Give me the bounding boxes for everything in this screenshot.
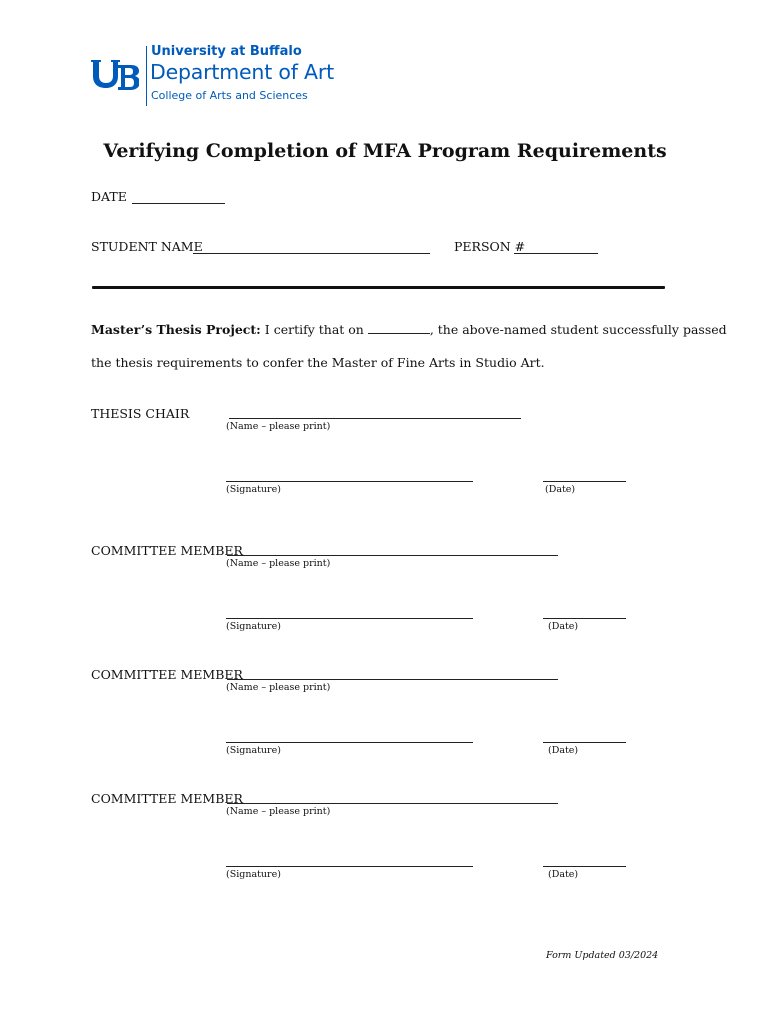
committee-member-3-name-caption: (Name – please print)	[226, 806, 331, 817]
committee-member-1-name-field[interactable]	[227, 555, 558, 556]
thesis-chair-date-caption: (Date)	[545, 484, 576, 495]
person-number-label: PERSON #	[454, 239, 526, 254]
certification-lead: Master’s Thesis Project:	[91, 322, 261, 337]
certification-text-a: I certify that on	[260, 322, 368, 337]
thesis-chair-date-field[interactable]	[543, 481, 626, 482]
committee-member-1-label: COMMITTEE MEMBER	[91, 543, 243, 558]
committee-member-1-signature-field[interactable]	[226, 618, 473, 619]
thesis-chair-label: THESIS CHAIR	[91, 406, 190, 421]
student-name-field[interactable]	[193, 253, 430, 254]
committee-member-3-label: COMMITTEE MEMBER	[91, 791, 243, 806]
logo-college-name: College of Arts and Sciences	[151, 89, 308, 102]
committee-member-3-name-field[interactable]	[227, 803, 558, 804]
committee-member-2-signature-field[interactable]	[226, 742, 473, 743]
committee-member-3-date-caption: (Date)	[548, 869, 579, 880]
committee-member-2-label: COMMITTEE MEMBER	[91, 667, 243, 682]
committee-member-1-name-caption: (Name – please print)	[226, 558, 331, 569]
committee-member-2-name-caption: (Name – please print)	[226, 682, 331, 693]
thesis-chair-signature-caption: (Signature)	[226, 484, 281, 495]
form-updated-note: Form Updated 03/2024	[546, 950, 659, 961]
certification-date-field[interactable]	[368, 333, 430, 334]
logo-divider	[146, 46, 147, 106]
thesis-chair-name-caption: (Name – please print)	[226, 421, 331, 432]
certification-line-2: the thesis requirements to confer the Master of Fine Arts in Studio Art.	[91, 355, 545, 370]
committee-member-2-date-field[interactable]	[543, 742, 626, 743]
committee-member-2-date-caption: (Date)	[548, 745, 579, 756]
date-label: DATE	[91, 189, 127, 204]
ub-logo-icon	[91, 58, 139, 92]
certification-text-b: , the above-named student successfully passed	[429, 322, 727, 337]
page-title: Verifying Completion of MFA Program Requirements	[103, 140, 667, 162]
committee-member-1-date-caption: (Date)	[548, 621, 579, 632]
committee-member-3-signature-caption: (Signature)	[226, 869, 281, 880]
committee-member-2-name-field[interactable]	[227, 679, 558, 680]
committee-member-3-signature-field[interactable]	[226, 866, 473, 867]
section-divider	[92, 286, 665, 289]
committee-member-2-signature-caption: (Signature)	[226, 745, 281, 756]
thesis-chair-signature-field[interactable]	[226, 481, 473, 482]
logo-department-name: Department of Art	[150, 60, 334, 84]
logo-university-name: University at Buffalo	[151, 44, 302, 59]
person-number-field[interactable]	[514, 253, 598, 254]
committee-member-3-date-field[interactable]	[543, 866, 626, 867]
student-name-label: STUDENT NAME	[91, 239, 203, 254]
thesis-chair-name-field[interactable]	[229, 418, 521, 419]
date-field[interactable]	[132, 203, 225, 204]
committee-member-1-date-field[interactable]	[543, 618, 626, 619]
committee-member-1-signature-caption: (Signature)	[226, 621, 281, 632]
certification-line-1	[91, 322, 727, 337]
